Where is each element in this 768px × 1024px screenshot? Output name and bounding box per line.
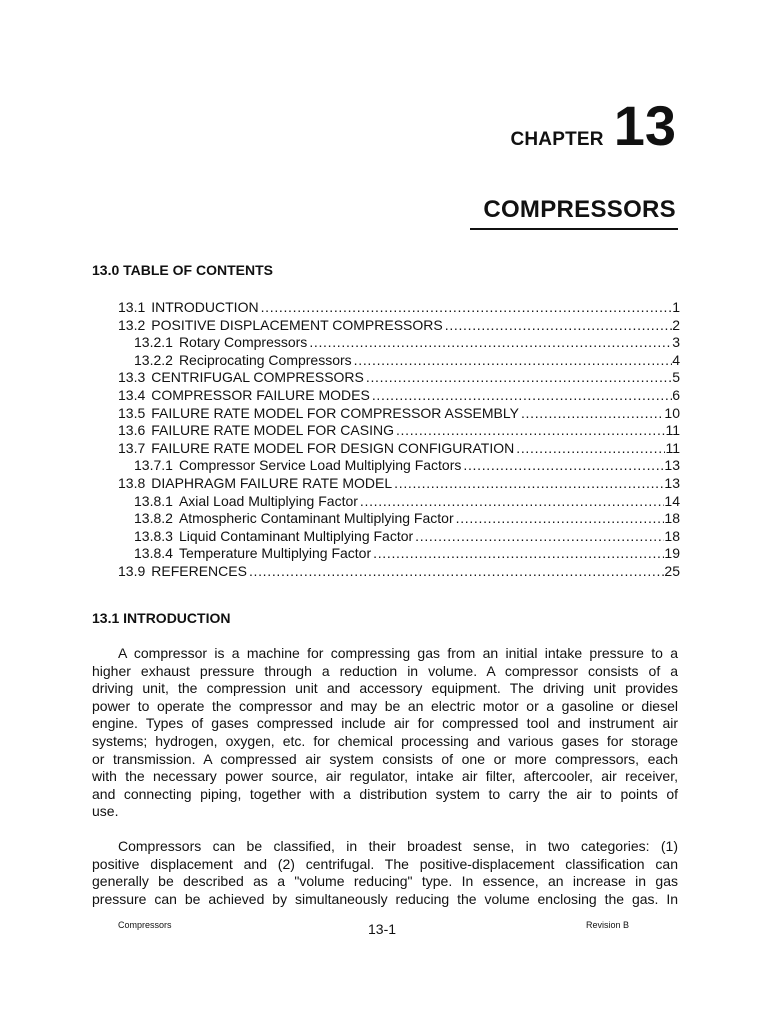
toc-entry[interactable] — [118, 457, 680, 475]
toc-entry[interactable] — [118, 475, 680, 493]
paragraph-line: A compressor is a machine for compressing gas from an initial intake pressure to a — [118, 645, 678, 661]
toc-entry-number: 13.5 — [118, 404, 146, 421]
toc-entry-page: 10 — [664, 404, 680, 421]
toc-entry-label: CENTRIFUGAL COMPRESSORS — [151, 369, 364, 386]
toc-entry-label: Reciprocating Compressors — [178, 351, 352, 368]
paragraph-1 — [92, 645, 678, 821]
toc-entry-page: 18 — [664, 510, 680, 527]
toc-entry-label: FAILURE RATE MODEL FOR COMPRESSOR ASSEMBLY — [151, 404, 519, 421]
toc-leader-dots — [307, 334, 672, 352]
toc-entry[interactable] — [118, 493, 680, 511]
toc-entry-page: 25 — [664, 562, 680, 579]
toc-entry-number: 13.7 — [118, 439, 146, 456]
toc-entry[interactable] — [118, 440, 680, 458]
toc-entry-number: 13.9 — [118, 562, 146, 579]
toc-entry-label: Rotary Compressors — [178, 334, 308, 351]
toc-leader-dots — [514, 440, 665, 458]
toc-leader-dots — [461, 457, 664, 475]
toc-entry-number: 13.4 — [118, 386, 146, 403]
paragraph-line: use. — [92, 803, 119, 820]
toc-entry-number: 13.2.2 — [134, 351, 173, 368]
toc-entry-label: REFERENCES — [151, 562, 247, 579]
toc-entry-label: Atmospheric Contaminant Multiplying Factor — [178, 510, 454, 527]
toc-leader-dots — [352, 352, 673, 370]
toc-entry-page: 18 — [664, 527, 680, 544]
toc-entry[interactable] — [118, 563, 680, 581]
toc-entry-page: 13 — [664, 457, 680, 474]
toc-entry-label: Temperature Multiplying Factor — [178, 545, 372, 562]
toc-entry-label: DIAPHRAGM FAILURE RATE MODEL — [151, 474, 393, 491]
toc-leader-dots — [364, 369, 672, 387]
toc-entry[interactable] — [118, 352, 680, 370]
footer-left: Compressors — [118, 920, 172, 930]
toc-entry-label: COMPRESSOR FAILURE MODES — [151, 386, 370, 403]
toc-entry-page: 5 — [672, 369, 680, 386]
toc-entry-page: 1 — [672, 299, 680, 315]
toc-entry-number: 13.6 — [118, 422, 146, 439]
paragraph-line: generally be described as a "volume reducing" type. In essence, an increase in gas — [92, 873, 678, 890]
toc-entry-label: FAILURE RATE MODEL FOR CASING — [151, 422, 394, 439]
footer-right: Revision B — [586, 920, 630, 930]
toc-entry[interactable] — [118, 317, 680, 335]
toc-entry-label: Axial Load Multiplying Factor — [178, 492, 358, 509]
table-of-contents — [118, 299, 680, 581]
toc-entry-label: INTRODUCTION — [151, 299, 259, 315]
toc-entry-number: 13.8.2 — [134, 510, 173, 527]
chapter-title: COMPRESSORS — [483, 196, 676, 223]
paragraph-line: systems; hydrogen, oxygen, etc. for chemical processing and various gases for storage — [92, 732, 678, 749]
toc-leader-dots — [259, 299, 673, 317]
toc-entry[interactable] — [118, 334, 680, 352]
toc-entry-page: 13 — [664, 474, 680, 491]
toc-entry[interactable] — [118, 387, 680, 405]
toc-entry[interactable] — [118, 422, 680, 440]
paragraph-line: power to operate the compressor and may be an electric motor or a gasoline or diesel — [92, 697, 678, 714]
toc-entry-number: 13.2 — [118, 316, 146, 333]
toc-leader-dots — [454, 510, 665, 528]
toc-entry[interactable] — [118, 369, 680, 387]
toc-leader-dots — [392, 475, 664, 493]
toc-entry-page: 4 — [672, 351, 680, 368]
toc-entry-page: 11 — [665, 422, 680, 439]
toc-leader-dots — [413, 528, 664, 546]
paragraph-line: pressure can be achieved by simultaneously reducing the volume enclosing the gas. In — [92, 890, 678, 907]
chapter-heading — [510, 94, 676, 157]
toc-entry-number: 13.8.1 — [134, 492, 173, 509]
toc-leader-dots — [394, 422, 666, 440]
toc-leader-dots — [370, 387, 672, 405]
toc-entry-number: 13.1 — [118, 299, 146, 315]
paragraph-line: higher exhaust pressure through a reduction in volume. A compressor consists of a — [92, 662, 678, 679]
paragraph-line: and connecting piping, together with a distribution system to carry the air to points of — [92, 785, 678, 802]
toc-entry-label: Compressor Service Load Multiplying Factors — [178, 457, 462, 474]
toc-entry[interactable] — [118, 528, 680, 546]
toc-entry-page: 2 — [672, 316, 680, 333]
toc-leader-dots — [519, 405, 664, 423]
toc-leader-dots — [443, 317, 672, 335]
toc-entry-label: Liquid Contaminant Multiplying Factor — [178, 527, 414, 544]
toc-entry[interactable] — [118, 405, 680, 423]
paragraph-line: with the necessary power source, air regulator, intake air filter, aftercooler, air receiver, — [92, 768, 678, 785]
toc-leader-dots — [358, 493, 665, 511]
toc-entry-number: 13.8.3 — [134, 527, 173, 544]
toc-entry-page: 14 — [664, 492, 680, 509]
toc-entry-page: 3 — [672, 334, 680, 351]
title-underline — [470, 228, 678, 230]
paragraph-line: or transmission. A compressed air system consists of one or more compressors, each — [92, 750, 678, 767]
toc-entry-number: 13.8 — [118, 474, 146, 491]
paragraph-2 — [92, 838, 678, 908]
toc-entry-page: 19 — [664, 545, 680, 562]
toc-leader-dots — [371, 545, 664, 563]
toc-entry-number: 13.8.4 — [134, 545, 173, 562]
toc-heading: 13.0 TABLE OF CONTENTS — [92, 262, 273, 278]
page-number: 13-1 — [368, 921, 397, 937]
toc-entry[interactable] — [118, 545, 680, 563]
toc-leader-dots — [247, 563, 664, 581]
paragraph-line: positive displacement and (2) centrifugal. The positive-displacement classification can — [92, 855, 678, 872]
toc-entry-number: 13.3 — [118, 369, 146, 386]
toc-entry[interactable] — [118, 510, 680, 528]
toc-entry-number: 13.2.1 — [134, 334, 173, 351]
chapter-number: 13 — [613, 94, 676, 157]
paragraph-line: driving unit, the compression unit and accessory equipment. The driving unit provides — [92, 680, 678, 697]
toc-entry-number: 13.7.1 — [134, 457, 173, 474]
section-heading: 13.1 INTRODUCTION — [92, 610, 231, 626]
toc-entry-page: 6 — [672, 386, 680, 403]
toc-entry-page: 11 — [665, 439, 680, 456]
paragraph-line: Compressors can be classified, in their broadest sense, in two categories: (1) — [118, 838, 678, 854]
toc-entry-label: FAILURE RATE MODEL FOR DESIGN CONFIGURATION — [151, 439, 515, 456]
toc-entry[interactable] — [118, 299, 680, 317]
chapter-word: CHAPTER — [510, 129, 604, 150]
paragraph-line: engine. Types of gases compressed include air for compressed tool and instrument air — [92, 715, 678, 732]
toc-entry-label: POSITIVE DISPLACEMENT COMPRESSORS — [151, 316, 443, 333]
